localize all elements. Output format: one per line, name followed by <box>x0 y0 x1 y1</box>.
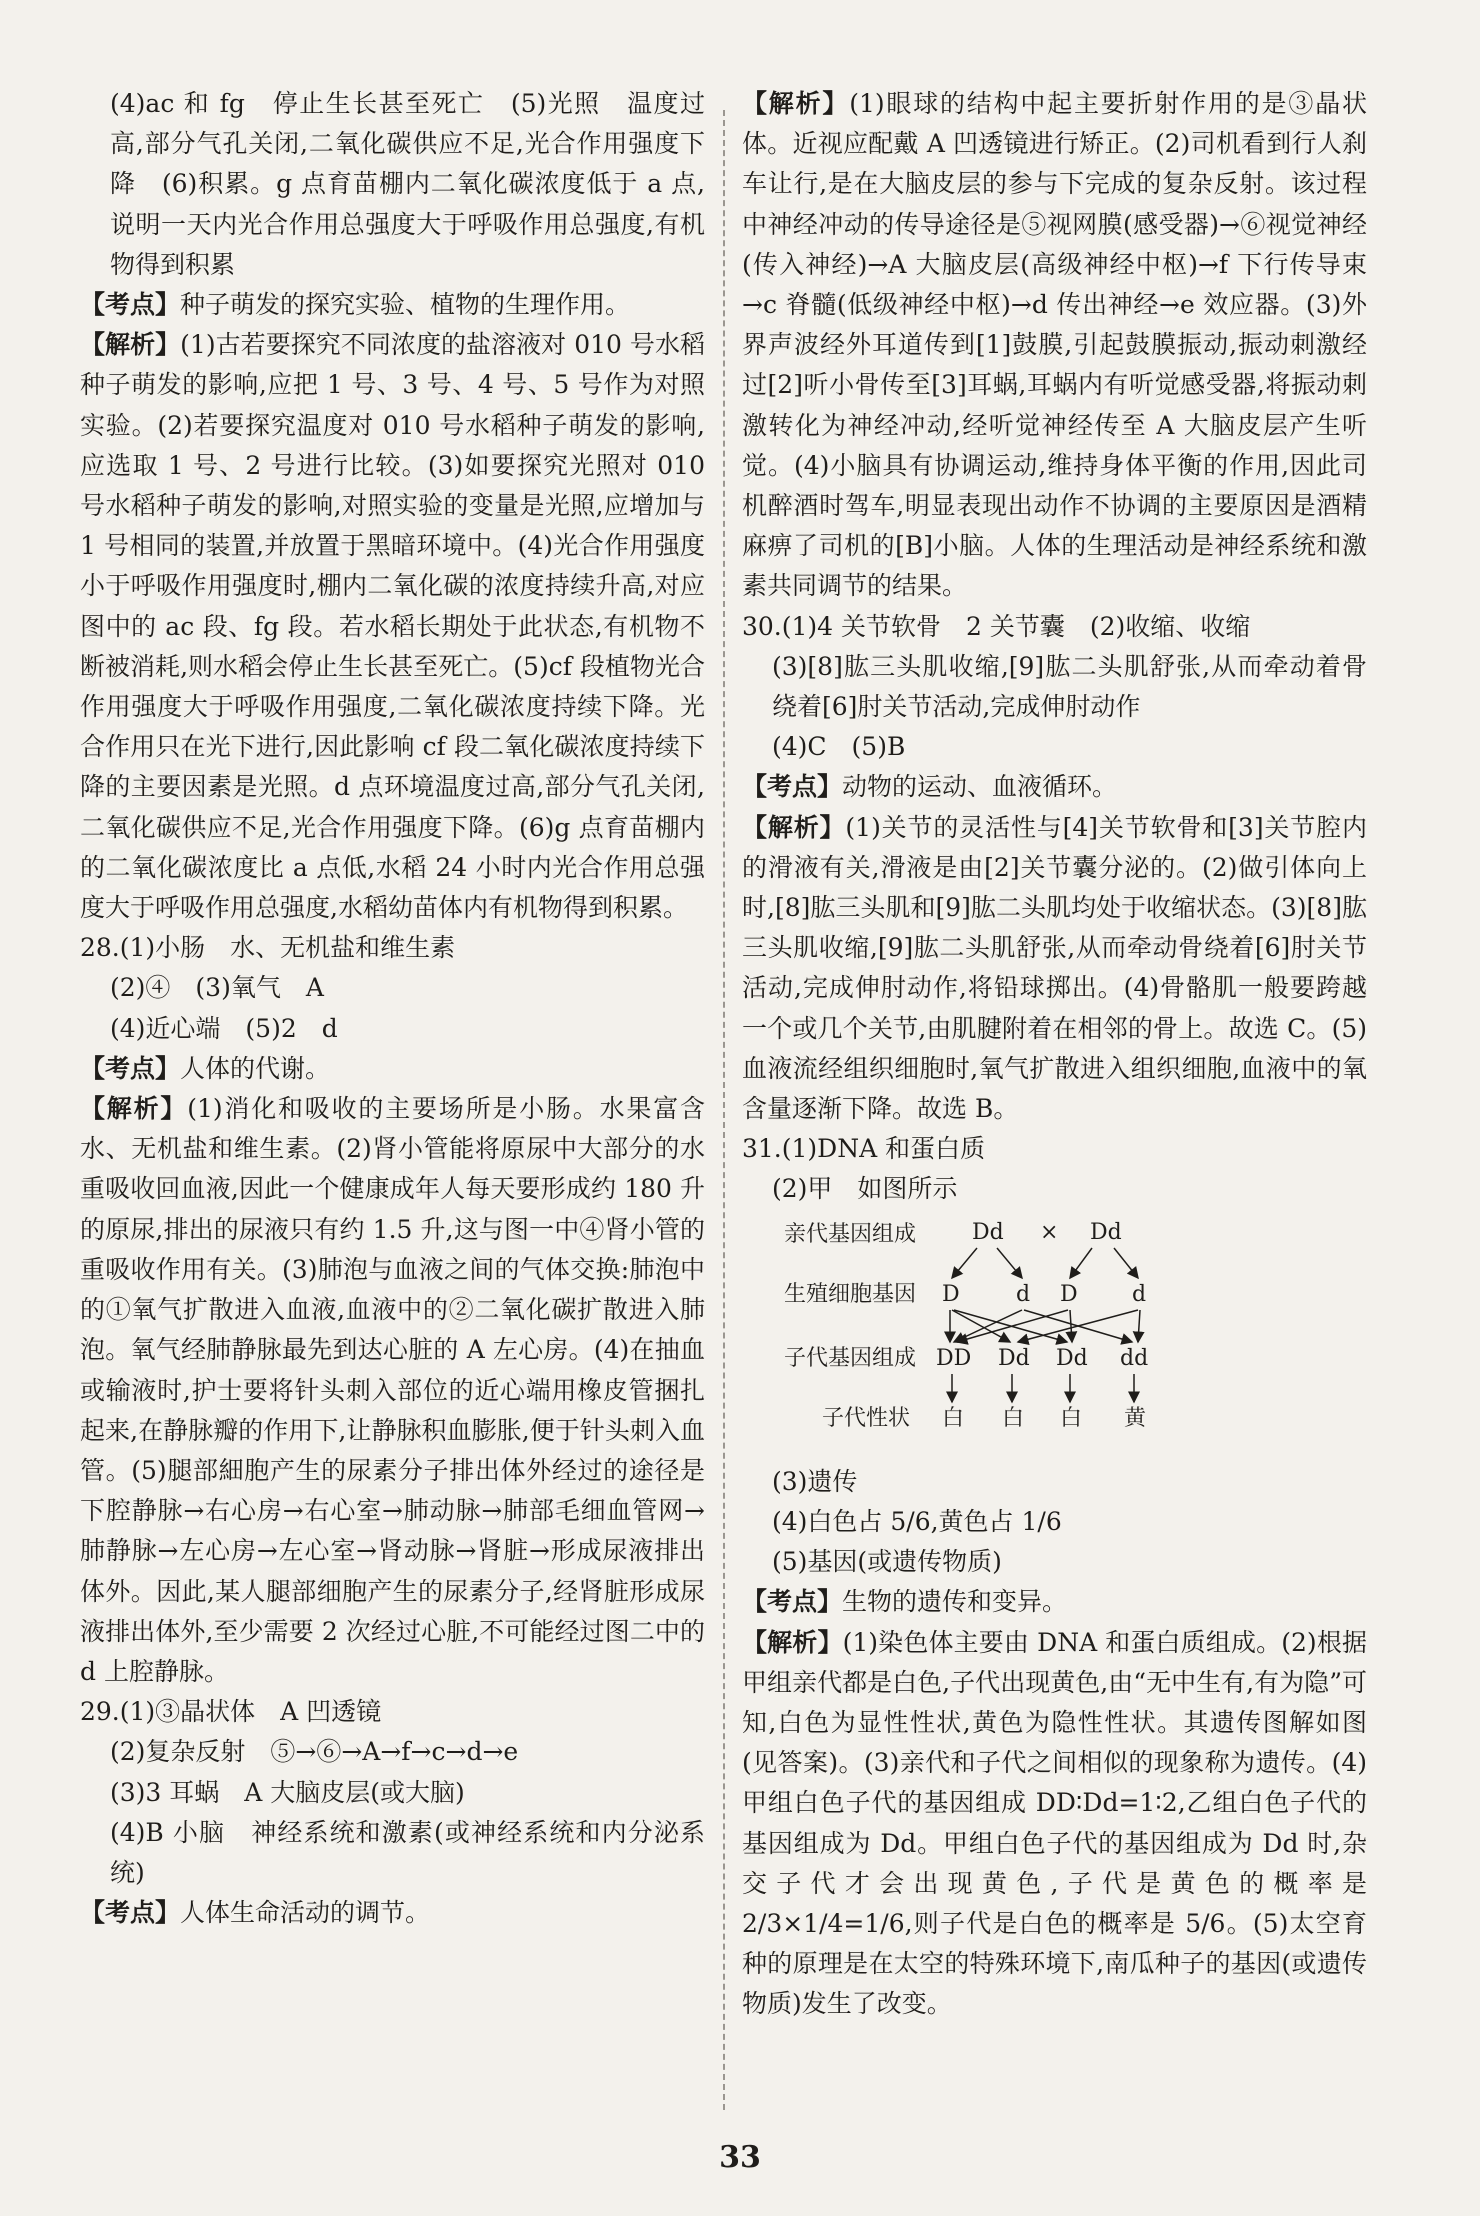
offspring-trait: 白 <box>1060 1405 1083 1431</box>
q28-answer-line-1: 28.(1)小肠 水、无机盐和维生素 <box>80 933 456 963</box>
kaodian-tag: 【考点】 <box>80 1898 181 1928</box>
q29-jiexi <box>742 84 1367 607</box>
q28-answer-line-3: (4)近心端 (5)2 d <box>110 1013 338 1043</box>
q31-answer-line-1: 31.(1)DNA 和蛋白质 <box>742 1134 986 1164</box>
q30-answer-line-3: (4)C (5)B <box>772 732 906 762</box>
kaodian-tag: 【考点】 <box>742 1587 843 1617</box>
offspring-trait: 白 <box>1002 1405 1025 1431</box>
q30-answer-line-1: 30.(1)4 关节软骨 2 关节囊 (2)收缩、收缩 <box>742 611 1251 641</box>
q28-answer-line-2: (2)④ (3)氧气 A <box>110 973 324 1003</box>
q27-answer-continued: (4)ac 和 fg 停止生长甚至死亡 (5)光照 温度过高,部分气孔关闭,二氧化碳供应不足,光合作用强度下降 (6)积累。g 点育苗棚内二氧化碳浓度低于 a 点,说明一天内光合作用总强度大于呼吸作用总强度,有机物得到积累 <box>110 89 705 279</box>
jiexi-text: (1)关节的灵活性与[4]关节软骨和[3]关节腔内的滑液有关,滑液是由[2]关节囊分泌的。(2)做引体向上时,[8]肱三头肌和[9]肱二头肌均处于收缩状态。(3)[8]肱三头肌收缩,[9]肱二头肌舒张,从而牵动骨绕着[6]肘关节活动,完成伸肘动作,将铅球掷出。(4)骨骼肌一般要跨越一个或几个关节,由肌腱附着在相邻的骨上。故选 C。(5)血液流经组织细胞时,氧气扩散进入组织细胞,血液中的氧含量逐渐下降。故选 B。 <box>742 812 1367 1124</box>
q31-jiexi <box>742 1623 1367 2025</box>
q31-answer-line-3: (3)遗传 <box>772 1466 858 1496</box>
q31-answer-line-5: (5)基因(或遗传物质) <box>772 1547 1002 1577</box>
left-column <box>80 84 705 1933</box>
kaodian-tag: 【考点】 <box>742 772 843 802</box>
jiexi-text: (1)染色体主要由 DNA 和蛋白质组成。(2)根据甲组亲代都是白色,子代出现黄色,由“无中生有,有为隐”可知,白色为显性性状,黄色为隐性性状。其遗传图解如图(见答案)。(3)亲代和子代之间相似的现象称为遗传。(4)甲组白色子代的基因组成 DD∶Dd=1∶2,乙组白色子代的基因组成为 Dd。甲组白色子代的基因组成为 Dd 时,杂交子代才会出现黄色,子代是黄色的概率是 2/3×1/4=1/6,则子代是白色的概率是 5/6。(5)太空育种的原理是在太空的特殊环境下,南瓜种子的基因(或遗传物质)发生了改变。 <box>742 1627 1367 2019</box>
jiexi-text: (1)眼球的结构中起主要折射作用的是③晶状体。近视应配戴 A 凹透镜进行矫正。(2)司机看到行人刹车让行,是在大脑皮层的参与下完成的复杂反射。该过程中神经冲动的传导途径是⑤视网膜(感受器)→⑥视觉神经(传入神经)→A 大脑皮层(高级神经中枢)→f 下行传导束→c 脊髓(低级神经中枢)→d 传出神经→e 效应器。(3)外界声波经外耳道传到[1]鼓膜,引起鼓膜振动,振动刺激经过[2]听小骨传至[3]耳蜗,耳蜗内有听觉感受器,将振动刺激转化为神经冲动,经听觉神经传至 A 大脑皮层产生听觉。(4)小脑具有协调运动,维持身体平衡的作用,因此司机醉酒时驾车,明显表现出动作不协调的主要原因是酒精麻痹了司机的[B]小脑。人体的生理活动是神经系统和激素共同调节的结果。 <box>742 89 1367 601</box>
offspring-genotype: dd <box>1120 1345 1149 1371</box>
kaodian-text: 人体的代谢。 <box>180 1053 331 1083</box>
row-label-gamete: 生殖细胞基因 <box>784 1281 917 1307</box>
q29-answer-line-3: (3)3 耳蜗 A 大脑皮层(或大脑) <box>110 1777 465 1807</box>
q31-answer-line-4: (4)白色占 5/6,黄色占 1/6 <box>772 1506 1062 1536</box>
right-column <box>742 84 1367 2025</box>
q30-answer-line-2: (3)[8]肱三头肌收缩,[9]肱二头肌舒张,从而牵动着骨绕着[6]肘关节活动,完成伸肘动作 <box>772 651 1367 722</box>
gamete: d <box>1016 1281 1031 1307</box>
row-label-offspring-trait: 子代性状 <box>822 1405 911 1431</box>
jiexi-tag: 【解析】 <box>80 1094 188 1124</box>
gamete: d <box>1132 1281 1147 1307</box>
offspring-genotype: Dd <box>1056 1345 1088 1371</box>
jiexi-text: (1)古若要探究不同浓度的盐溶液对 010 号水稻种子萌发的影响,应把 1 号、3 号、4 号、5 号作为对照实验。(2)若要探究温度对 010 号水稻种子萌发的影响,应选取 1 号、2 号进行比较。(3)如要探究光照对 010 号水稻种子萌发的影响,对照实验的变量是光照,应增加与 1 号相同的装置,并放置于黑暗环境中。(4)光合作用强度小于呼吸作用强度时,棚内二氧化碳的浓度持续升高,对应图中的 ac 段、fg 段。若水稻长期处于此状态,有机物不断被消耗,则水稻会停止生长甚至死亡。(5)cf 段植物光合作用强度大于呼吸作用强度,二氧化碳浓度持续下降。光合作用只在光下进行,因此影响 cf 段二氧化碳浓度持续下降的主要因素是光照。d 点环境温度过高,部分气孔关闭,二氧化碳供应不足,光合作用强度下降。(6)g 点育苗棚内的二氧化碳浓度比 a 点低,水稻 24 小时内光合作用总强度大于呼吸作用总强度,水稻幼苗体内有机物得到积累。 <box>80 330 705 923</box>
parent-genotype-left: Dd <box>972 1219 1004 1245</box>
offspring-trait: 黄 <box>1124 1405 1147 1431</box>
q27-kaodian <box>80 285 705 325</box>
gamete: D <box>1060 1281 1078 1307</box>
row-label-parent-genotype: 亲代基因组成 <box>784 1221 917 1247</box>
kaodian-tag: 【考点】 <box>80 290 181 320</box>
q29-answer-line-1: 29.(1)③晶状体 A 凹透镜 <box>80 1697 382 1727</box>
genetic-cross-diagram <box>772 1212 1332 1462</box>
page-number: 33 <box>719 2140 761 2175</box>
kaodian-text: 种子萌发的探究实验、植物的生理作用。 <box>180 290 631 320</box>
q27-jiexi <box>80 325 705 928</box>
column-divider <box>723 110 725 2110</box>
jiexi-tag: 【解析】 <box>80 330 181 360</box>
jiexi-tag: 【解析】 <box>742 1627 843 1657</box>
offspring-trait: 白 <box>942 1405 965 1431</box>
q29-answer-line-4: (4)B 小脑 神经系统和激素(或神经系统和内分泌系统) <box>110 1817 705 1887</box>
q31-kaodian <box>742 1582 1367 1622</box>
jiexi-text: (1)消化和吸收的主要场所是小肠。水果富含水、无机盐和维生素。(2)肾小管能将原尿中大部分的水重吸收回血液,因此一个健康成年人每天要形成约 180 升的原尿,排出的尿液只有约 1.5 升,这与图一中④肾小管的重吸收作用有关。(3)肺泡与血液之间的气体交换:肺泡中的①氧气扩散进入血液,血液中的②二氧化碳扩散进入肺泡。氧气经肺静脉最先到达心脏的 A 左心房。(4)在抽血或输液时,护士要将针头刺入部位的近心端用橡皮管捆扎起来,在静脉瓣的作用下,让静脉积血膨胀,便于针头刺入血管。(5)腿部細胞产生的尿素分子排出体外经过的途径是下腔静脉→右心房→右心室→肺动脉→肺部毛细血管网→肺静脉→左心房→左心室→肾动脉→肾脏→形成尿液排出体外。因此,某人腿部细胞产生的尿素分子,经肾脏形成尿液排出体外,至少需要 2 次经过心脏,不可能经过图二中的 d 上腔静脉。 <box>80 1094 705 1686</box>
q28-jiexi <box>80 1089 705 1692</box>
offspring-genotype: DD <box>936 1345 972 1371</box>
q30-kaodian <box>742 767 1367 807</box>
kaodian-text: 人体生命活动的调节。 <box>180 1898 431 1928</box>
cross-symbol: × <box>1040 1219 1059 1245</box>
kaodian-text: 生物的遗传和变异。 <box>842 1587 1068 1617</box>
offspring-genotype: Dd <box>998 1345 1030 1371</box>
q29-answer-line-2: (2)复杂反射 ⑤→⑥→A→f→c→d→e <box>110 1737 519 1767</box>
q29-kaodian <box>80 1893 705 1933</box>
jiexi-tag: 【解析】 <box>742 812 846 842</box>
row-label-offspring-genotype: 子代基因组成 <box>784 1345 917 1371</box>
q28-kaodian <box>80 1049 705 1089</box>
parent-genotype-right: Dd <box>1090 1219 1122 1245</box>
jiexi-tag: 【解析】 <box>742 89 850 118</box>
gamete: D <box>942 1281 960 1307</box>
kaodian-text: 动物的运动、血液循环。 <box>842 772 1118 802</box>
q31-answer-line-2: (2)甲 如图所示 <box>772 1174 958 1204</box>
q30-jiexi <box>742 808 1367 1130</box>
kaodian-tag: 【考点】 <box>80 1053 181 1083</box>
